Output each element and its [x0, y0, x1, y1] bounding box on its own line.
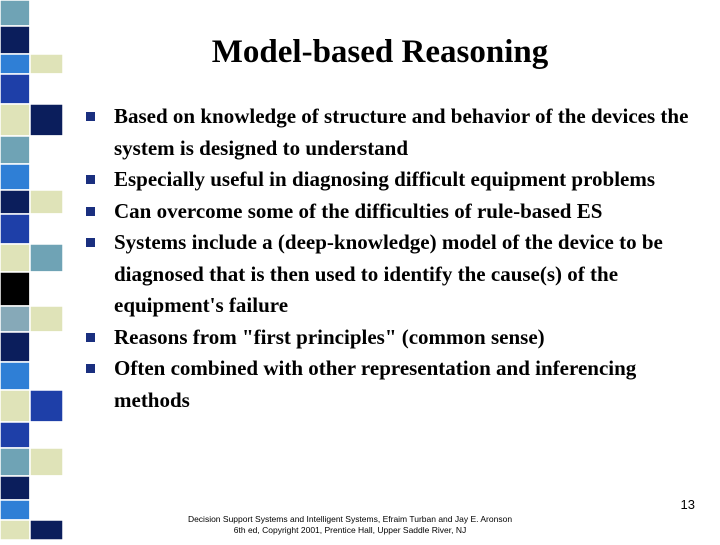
mosaic-tile — [30, 272, 63, 306]
mosaic-tile — [30, 476, 63, 500]
footer-line: Decision Support Systems and Intelligent Systems, Efraim Turban and Jay E. Aronson — [187, 514, 513, 524]
square-bullet-icon — [86, 112, 95, 121]
mosaic-tile — [0, 476, 30, 500]
mosaic-tile — [0, 164, 30, 190]
square-bullet-icon — [86, 333, 95, 342]
mosaic-tile — [30, 136, 63, 164]
bullet-text: Can overcome some of the difficulties of rule-based ES — [114, 198, 603, 223]
footer-citation — [140, 514, 560, 536]
mosaic-tile — [0, 306, 30, 332]
mosaic-tile — [0, 332, 30, 362]
mosaic-strip-graphic — [0, 0, 63, 540]
mosaic-tile — [0, 190, 30, 214]
mosaic-tile — [0, 520, 30, 540]
mosaic-tile — [30, 190, 63, 214]
slide-title: Model-based Reasoning — [211, 34, 549, 70]
mosaic-tile — [0, 362, 30, 390]
mosaic-tile — [30, 448, 63, 476]
mosaic-tile — [0, 390, 30, 422]
mosaic-tile — [30, 332, 63, 362]
bullet-text: Especially useful in diagnosing difficult equipment problems — [114, 167, 656, 191]
bullet-item — [84, 164, 714, 196]
mosaic-tile — [30, 244, 63, 272]
bullet-list — [84, 101, 714, 416]
bullet-text: Systems include a (deep-knowledge) model of the device to be diagnosed that is then used to identify the cause(s) of the equipment's failure — [114, 230, 663, 317]
mosaic-tile — [0, 136, 30, 164]
mosaic-tile — [30, 422, 63, 448]
mosaic-tile — [30, 500, 63, 520]
square-bullet-icon — [86, 207, 95, 216]
mosaic-tile — [0, 422, 30, 448]
square-bullet-icon — [86, 364, 95, 373]
mosaic-tile — [30, 214, 63, 244]
bullet-item — [84, 196, 714, 228]
square-bullet-icon — [86, 238, 95, 247]
mosaic-tile — [0, 448, 30, 476]
bullet-item — [84, 322, 714, 354]
mosaic-tile — [30, 74, 63, 104]
bullet-text: Reasons from "first principles" (common sense) — [114, 324, 545, 349]
mosaic-tile — [30, 0, 63, 26]
mosaic-tile — [30, 390, 63, 422]
decorative-color-strip — [0, 0, 63, 540]
mosaic-tile — [30, 164, 63, 190]
mosaic-tile — [30, 362, 63, 390]
square-bullet-icon — [86, 175, 95, 184]
mosaic-tile — [0, 500, 30, 520]
mosaic-tile — [0, 0, 30, 26]
bullet-item — [84, 227, 714, 322]
bullet-item — [84, 101, 714, 164]
bullet-text: Based on knowledge of structure and behavior of the devices the system is designed to understand — [114, 104, 689, 160]
mosaic-tile — [0, 244, 30, 272]
mosaic-tile — [30, 520, 63, 540]
bullet-item — [84, 353, 714, 416]
mosaic-tile — [0, 74, 30, 104]
mosaic-tile — [30, 306, 63, 332]
mosaic-tile — [0, 104, 30, 136]
mosaic-tile — [30, 104, 63, 136]
bullet-text: Often combined with other representation and inferencing methods — [114, 356, 637, 412]
footer-line: 6th ed, Copyright 2001, Prentice Hall, Upper Saddle River, NJ — [233, 525, 467, 535]
page-number: 13 — [680, 497, 695, 512]
mosaic-tile — [0, 272, 30, 306]
mosaic-tile — [0, 214, 30, 244]
